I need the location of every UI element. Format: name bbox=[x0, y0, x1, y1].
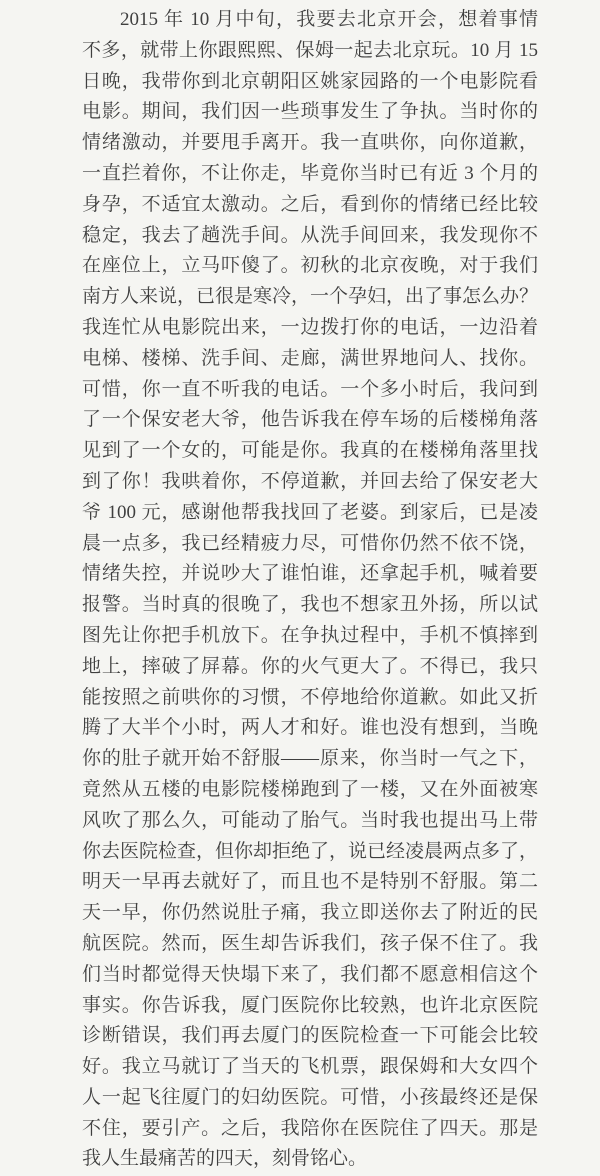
text-line: 风吹了那么久，可能动了胎气。当时我也提出马上带 bbox=[82, 809, 538, 831]
text-line: 们当时都觉得天快塌下来了，我们都不愿意相信这个 bbox=[82, 963, 538, 985]
text-line: 情绪失控，并说吵大了谁怕谁，还拿起手机，喊着要 bbox=[82, 563, 538, 585]
text-line: 情绪激动，并要甩手离开。我一直哄你，向你道歉， bbox=[82, 132, 538, 154]
text-line: 我人生最痛苦的四天，刻骨铭心。 bbox=[82, 1148, 368, 1170]
text-line: 不多，就带上你跟熙熙、保姆一起去北京玩。10 月 15 bbox=[82, 39, 538, 61]
text-line: 到了你！我哄着你，不停道歉，并回去给了保安老大 bbox=[82, 470, 538, 492]
text-line: 在座位上，立马吓傻了。初秋的北京夜晚，对于我们 bbox=[82, 255, 538, 277]
text-line: 航医院。然而，医生却告诉我们，孩子保不住了。我 bbox=[82, 932, 538, 954]
text-line: 腾了大半个小时，两人才和好。谁也没有想到，当晚 bbox=[82, 717, 538, 739]
text-line: 能按照之前哄你的习惯，不停地给你道歉。如此又折 bbox=[82, 686, 538, 708]
text-line: 见到了一个女的，可能是你。我真的在楼梯角落里找 bbox=[82, 440, 538, 462]
text-line: 一直拦着你，不让你走，毕竟你当时已有近 3 个月的 bbox=[82, 162, 538, 184]
text-line: 报警。当时真的很晚了，我也不想家丑外扬，所以试 bbox=[82, 594, 538, 616]
text-line: 地上，摔破了屏幕。你的火气更大了。不得已，我只 bbox=[82, 655, 538, 677]
text-line: 人一起飞往厦门的妇幼医院。可惜，小孩最终还是保 bbox=[82, 1086, 538, 1108]
text-line: 南方人来说，已很是寒冷，一个孕妇，出了事怎么办？ bbox=[82, 286, 538, 308]
text-line: 不住，要引产。之后，我陪你在医院住了四天。那是 bbox=[82, 1117, 538, 1139]
text-line: 天一早，你仍然说肚子痛，我立即送你去了附近的民 bbox=[82, 902, 538, 924]
text-line: 竟然从五楼的电影院楼梯跑到了一楼，又在外面被寒 bbox=[82, 778, 538, 800]
text-line: 身孕，不适宜太激动。之后，看到你的情绪已经比较 bbox=[82, 193, 538, 215]
text-line: 图先让你把手机放下。在争执过程中，手机不慎摔到 bbox=[82, 624, 538, 646]
text-line: 好。我立马就订了当天的飞机票，跟保姆和大女四个 bbox=[82, 1056, 538, 1078]
text-line: 可惜，你一直不听我的电话。一个多小时后，我问到 bbox=[82, 378, 538, 400]
text-line: 稳定，我去了趟洗手间。从洗手间回来，我发现你不 bbox=[82, 224, 538, 246]
text-line: 我连忙从电影院出来，一边拨打你的电话，一边沿着 bbox=[82, 316, 538, 338]
text-line: 了一个保安老大爷，他告诉我在停车场的后楼梯角落 bbox=[82, 409, 538, 431]
text-line: 日晚，我带你到北京朝阳区姚家园路的一个电影院看 bbox=[82, 70, 538, 92]
text-line: 2015 年 10 月中旬，我要去北京开会，想着事情 bbox=[120, 9, 538, 30]
text-line: 晨一点多，我已经精疲力尽，可惜你仍然不依不饶， bbox=[82, 532, 538, 554]
document-text bbox=[82, 5, 538, 1175]
text-line: 电梯、楼梯、洗手间、走廊，满世界地问人、找你。 bbox=[82, 347, 538, 369]
text-line: 爷 100 元，感谢他帮我找回了老婆。到家后，已是凌 bbox=[82, 501, 538, 523]
text-line: 电影。期间，我们因一些琐事发生了争执。当时你的 bbox=[82, 101, 538, 123]
text-line: 明天一早再去就好了，而且也不是特别不舒服。第二 bbox=[82, 871, 538, 893]
text-line: 你去医院检查，但你却拒绝了，说已经凌晨两点多了， bbox=[82, 840, 538, 862]
text-line: 诊断错误，我们再去厦门的医院检查一下可能会比较 bbox=[82, 1025, 538, 1047]
text-line: 你的肚子就开始不舒服——原来，你当时一气之下， bbox=[82, 748, 538, 770]
text-line: 事实。你告诉我，厦门医院你比较熟，也许北京医院 bbox=[82, 994, 538, 1016]
